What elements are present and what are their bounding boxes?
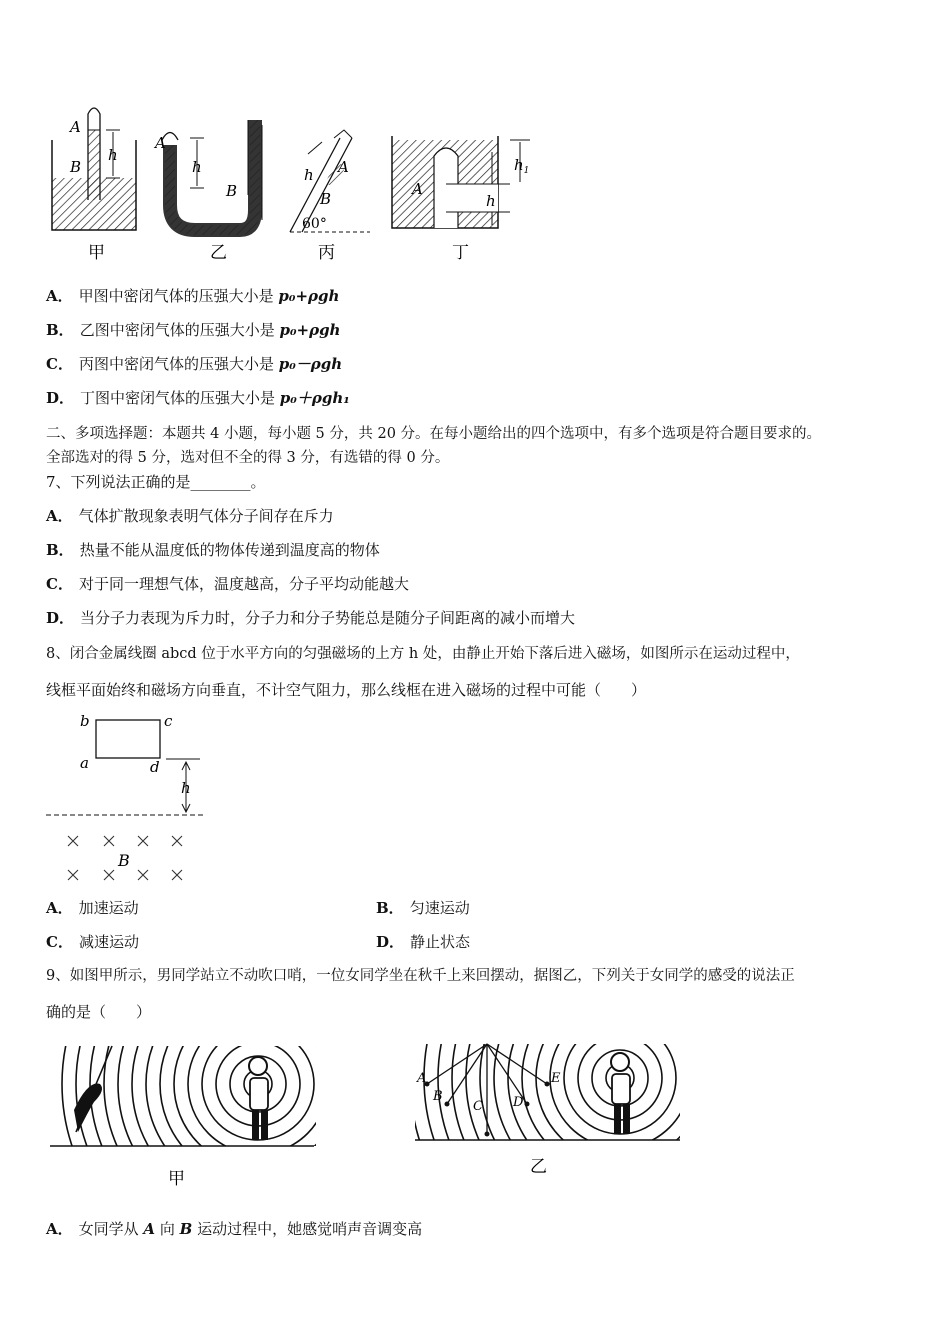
option-letter: D．: [46, 609, 75, 627]
label-a: A: [417, 1071, 427, 1086]
caption-jia: 甲: [88, 243, 105, 263]
q6-option-d[interactable]: [46, 388, 350, 408]
option-letter: B．: [46, 321, 74, 339]
q7-stem: 7、下列说法正确的是________。: [46, 473, 266, 491]
caption-yi: 乙: [210, 243, 227, 263]
label-b: B: [70, 158, 82, 176]
option-text: 减速运动: [78, 933, 139, 951]
option-text: 乙图中密闭气体的压强大小是: [79, 321, 280, 339]
option-text: 静止状态: [410, 933, 471, 951]
option-text: 丙图中密闭气体的压强大小是: [78, 355, 279, 373]
label-h: h: [486, 192, 496, 210]
section2-line1: 二、多项选择题：本题共 4 小题，每小题 5 分，共 20 分。在每小题给出的四个选项中，有多个选项是符合题目要求的。: [46, 426, 822, 442]
q9-option-a[interactable]: [46, 1219, 422, 1239]
label-b: B: [433, 1089, 443, 1104]
pressure-figure: [40, 100, 560, 270]
label-d: d: [150, 758, 160, 776]
q8-stem-line2: 线框平面始终和磁场方向垂直，不计空气阻力，那么线框在进入磁场的过程中可能（ ）: [46, 681, 647, 699]
q7-option-d[interactable]: [46, 608, 575, 628]
option-letter: A．: [46, 899, 73, 917]
diagram-ding: [392, 136, 530, 263]
label-b: B: [226, 182, 238, 200]
q8-option-b[interactable]: [376, 898, 470, 918]
diagram-jia: [52, 108, 136, 263]
option-text: 对于同一理想气体，温度越高，分子平均动能越大: [78, 575, 409, 593]
option-formula: p₀－ρgh: [278, 355, 343, 373]
diagram-bing: [290, 130, 370, 263]
q6-option-a[interactable]: [46, 286, 339, 306]
q8-stem-line1: 8、闭合金属线圈 abcd 位于水平方向的匀强磁场的上方 h 处，由静止开始下落后进入磁场，如图所示在运动过程中，: [46, 646, 800, 662]
option-text: 气体扩散现象表明气体分子间存在斥力: [78, 507, 334, 525]
q6-option-c[interactable]: [46, 354, 342, 374]
caption-yi: 乙: [530, 1157, 547, 1177]
option-text: 当分子力表现为斥力时，分子力和分子势能总是随分子间距离的减小而增大: [80, 609, 576, 627]
section2-line2: 全部选对的得 5 分，选对但不全的得 3 分，有选错的得 0 分。: [46, 450, 450, 466]
option-letter: C．: [46, 933, 73, 951]
label-a: A: [338, 158, 349, 176]
coil-field-figure: [40, 708, 220, 888]
option-point-a: A: [143, 1220, 156, 1238]
caption-ding: 丁: [452, 243, 469, 263]
label-b: b: [80, 712, 90, 730]
option-letter: A．: [46, 1220, 73, 1238]
option-point-b: B: [179, 1220, 193, 1238]
option-letter: A．: [46, 287, 73, 305]
caption-jia: 甲: [168, 1169, 185, 1189]
label-c: C: [473, 1099, 483, 1114]
option-formula: p₀+ρgh: [278, 287, 340, 305]
q9-stem-line2: 确的是（ ）: [46, 1003, 152, 1021]
option-letter: D．: [46, 389, 75, 407]
caption-bing: 丙: [318, 243, 335, 263]
coil-rect: [96, 720, 160, 758]
option-letter: C．: [46, 575, 73, 593]
option-letter: A．: [46, 507, 73, 525]
option-letter: B．: [46, 541, 74, 559]
label-a: A: [155, 134, 166, 152]
option-text: 运动过程中，她感觉哨声音调变高: [192, 1220, 423, 1238]
label-a: A: [412, 180, 423, 198]
label-h: h: [304, 166, 314, 184]
option-formula: p₀+ρgh: [279, 321, 341, 339]
option-text: 热量不能从温度低的物体传递到温度高的物体: [79, 541, 380, 559]
option-text: 甲图中密闭气体的压强大小是: [78, 287, 279, 305]
option-text: 加速运动: [78, 899, 139, 917]
label-c: c: [164, 712, 173, 730]
label-angle: 60°: [302, 216, 327, 232]
option-text: 匀速运动: [409, 899, 470, 917]
diagram-yi: [153, 120, 262, 263]
label-b: B: [320, 190, 332, 208]
label-h: h: [192, 158, 202, 176]
label-h: h: [108, 146, 118, 164]
option-letter: C．: [46, 355, 73, 373]
q7-option-a[interactable]: [46, 506, 334, 526]
pendulum-lines: [427, 1044, 547, 1134]
option-formula: p₀＋ρgh₁: [279, 389, 350, 407]
option-text: 向: [155, 1220, 180, 1238]
boy-figure: [611, 1053, 630, 1134]
boy-figure: [249, 1057, 268, 1140]
option-letter: D．: [376, 933, 405, 951]
q8-option-c[interactable]: [46, 932, 139, 952]
label-h: h: [181, 779, 191, 797]
option-text: 女同学从: [78, 1220, 144, 1238]
option-letter: B．: [376, 899, 404, 917]
label-field-b: B: [118, 851, 130, 870]
label-d: D: [513, 1095, 524, 1110]
q8-option-a[interactable]: [46, 898, 139, 918]
option-text: 丁图中密闭气体的压强大小是: [80, 389, 280, 407]
q7-option-b[interactable]: [46, 540, 380, 560]
q8-option-d[interactable]: [376, 932, 470, 952]
swing-figure-yi: [415, 1040, 685, 1180]
label-a: A: [70, 118, 81, 136]
label-a: a: [80, 754, 89, 772]
q6-option-b[interactable]: [46, 320, 340, 340]
q7-option-c[interactable]: [46, 574, 409, 594]
label-e: E: [551, 1071, 561, 1086]
swing-figure-jia: [46, 1040, 321, 1190]
label-h1: $h_1$: [514, 156, 530, 176]
q9-stem-line1: 9、如图甲所示，男同学站立不动吹口哨，一位女同学坐在秋千上来回摆动，据图乙，下列关于女同学的感受的说法正: [46, 968, 795, 984]
